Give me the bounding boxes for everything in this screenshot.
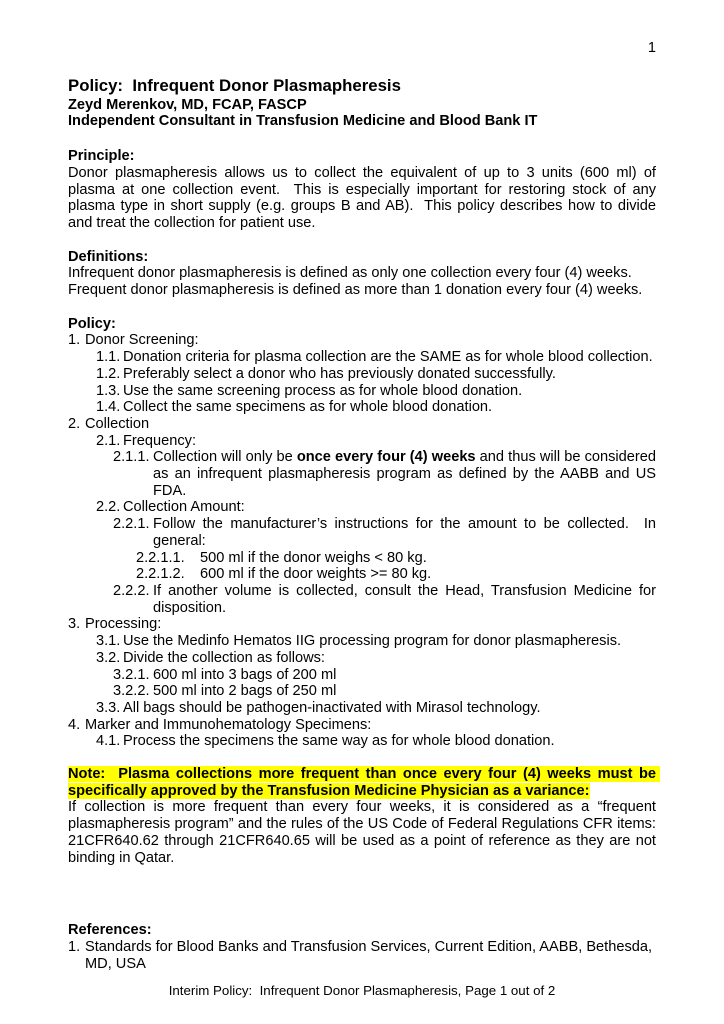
list-text-bold: once every four (4) weeks: [296, 449, 476, 466]
variance-paragraph: If collection is more frequent than every four weeks, it is considered as a “frequent plasmapheresis program” and the rules of the US Code of Federal Regulations CFR items: 21CFR640.62 through 21CFR640.65 will be used as a point of reference as they are not binding in Qatar.: [68, 799, 661, 866]
list-number: 3.: [68, 616, 81, 633]
list-item: [68, 332, 656, 349]
list-item: [96, 499, 656, 516]
list-item: [68, 717, 656, 734]
note-highlight: Note: Plasma collections more frequent than once every four (4) weeks must be specifically approved by the Transfusion Medicine Physician as a variance:: [68, 766, 661, 799]
list-item: [136, 550, 656, 567]
list-item: [96, 733, 656, 750]
list-item: [96, 650, 656, 667]
list-number: 2.2.: [96, 499, 121, 516]
list-item: [113, 683, 656, 700]
list-text: 500 ml into 2 bags of 250 ml: [153, 683, 337, 700]
principle-heading: Principle:: [68, 148, 135, 165]
note-paragraph: [68, 766, 661, 799]
list-item: [113, 516, 661, 549]
list-number: 3.2.2.: [113, 683, 150, 700]
list-text: Processing:: [85, 616, 162, 633]
list-item: [96, 399, 656, 416]
list-item: [96, 433, 656, 450]
list-item: [136, 566, 656, 583]
list-number: 2.2.1.2.: [136, 566, 185, 583]
principle-paragraph: Donor plasmapheresis allows us to collect the equivalent of up to 3 units (600 ml) of plasma at one collection event. This is especially important for restoring stock of any plasma type in short supply (e.g. groups B and AB). This policy describes how to divide and treat the collection for patient use.: [68, 164, 661, 231]
list-number: 2.1.1.: [113, 449, 150, 466]
list-number: 3.1.: [96, 633, 121, 650]
list-text: Frequency:: [123, 432, 197, 449]
list-text-post: and thus will be considered as an infrequent plasmapheresis program as defined by the AABB and US FDA.: [153, 449, 661, 499]
list-text: Preferably select a donor who has previously donated successfully.: [123, 365, 556, 382]
list-text: Use the same screening process as for whole blood donation.: [123, 382, 523, 399]
list-item: [113, 667, 656, 684]
list-text: 600 ml into 3 bags of 200 ml: [153, 666, 337, 683]
definitions-heading: Definitions:: [68, 248, 149, 265]
list-text: Collect the same specimens as for whole blood donation.: [123, 399, 493, 416]
list-number: 1.2.: [96, 365, 121, 382]
list-text: [153, 449, 661, 499]
list-item: [96, 366, 656, 383]
list-text: Marker and Immunohematology Specimens:: [85, 716, 372, 733]
list-number: 1.: [68, 332, 81, 349]
list-text: Collection: [85, 415, 150, 432]
references-heading: References:: [68, 922, 152, 939]
affiliation-line: Independent Consultant in Transfusion Medicine and Blood Bank IT: [68, 113, 538, 130]
list-item: [68, 616, 656, 633]
list-text: If another volume is collected, consult the Head, Transfusion Medicine for disposition.: [153, 582, 661, 616]
list-number: 2.2.1.: [113, 516, 150, 533]
list-text-pre: Collection will only be: [153, 449, 297, 466]
definition-infrequent: Infrequent donor plasmapheresis is defined as only one collection every four (4) weeks.: [68, 265, 632, 282]
list-text: Divide the collection as follows:: [123, 649, 325, 666]
list-number: 1.3.: [96, 382, 121, 399]
list-number: 4.: [68, 716, 81, 733]
definition-frequent: Frequent donor plasmapheresis is defined as more than 1 donation every four (4) weeks.: [68, 282, 643, 299]
reference-text: Standards for Blood Banks and Transfusion Services, Current Edition, AABB, Bethesda, MD, USA: [85, 938, 657, 972]
list-number: 2.: [68, 415, 81, 432]
list-item: [96, 633, 656, 650]
list-number: 2.1.: [96, 432, 121, 449]
list-number: 1.: [68, 938, 81, 955]
list-text: Donor Screening:: [85, 332, 199, 349]
list-text: Process the specimens the same way as for whole blood donation.: [123, 733, 555, 750]
list-number: 3.2.: [96, 649, 121, 666]
list-text: Use the Medinfo Hematos IIG processing program for donor plasmapheresis.: [123, 633, 622, 650]
list-item: [113, 582, 661, 616]
list-number: 3.3.: [96, 699, 121, 716]
list-text: Follow the manufacturer’s instructions for the amount to be collected. In general:: [153, 516, 661, 549]
list-text: All bags should be pathogen-inactivated with Mirasol technology.: [123, 699, 541, 716]
footer-text: Interim Policy: Infrequent Donor Plasmapheresis, Page 1 out of 2: [168, 983, 556, 999]
list-text: Donation criteria for plasma collection are the SAME as for whole blood collection.: [123, 349, 653, 366]
list-item: [68, 416, 656, 433]
list-text: 600 ml if the door weights >= 80 kg.: [200, 566, 432, 583]
list-number: 4.1.: [96, 733, 121, 750]
list-number: 3.2.1.: [113, 666, 150, 683]
list-text: Collection Amount:: [123, 499, 245, 516]
list-number: 2.2.1.1.: [136, 549, 185, 566]
author-line: Zeyd Merenkov, MD, FCAP, FASCP: [68, 96, 307, 113]
list-item: [113, 449, 661, 499]
list-item: [96, 383, 656, 400]
page-number: 1: [647, 40, 656, 56]
list-number: 2.2.2.: [113, 582, 150, 599]
reference-item: [68, 939, 656, 972]
list-number: 1.1.: [96, 349, 121, 366]
list-item: [96, 349, 656, 366]
list-item: [96, 700, 656, 717]
policy-heading: Policy:: [68, 315, 116, 332]
list-text: 500 ml if the donor weighs < 80 kg.: [200, 549, 427, 566]
document-title: Policy: Infrequent Donor Plasmapheresis: [68, 75, 401, 95]
list-number: 1.4.: [96, 399, 121, 416]
